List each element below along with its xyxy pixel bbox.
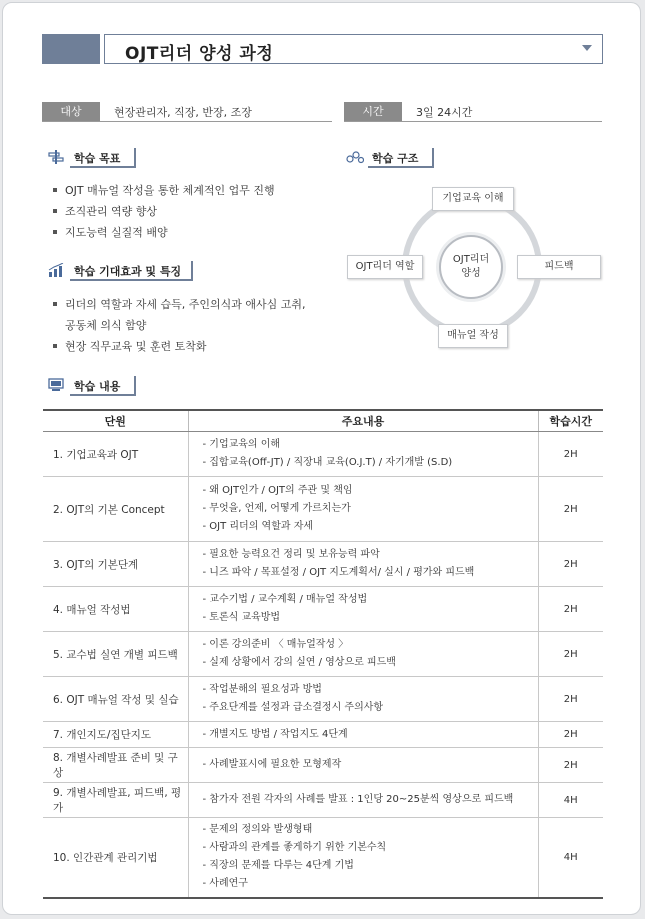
time-underline — [344, 121, 602, 122]
hours-cell: 2H — [538, 632, 603, 677]
structure-heading-edge — [432, 148, 434, 168]
page-title: OJT리더 양성 과정 — [125, 44, 274, 64]
title-box — [104, 34, 603, 64]
title-bar — [42, 34, 602, 64]
goals-heading-edge — [134, 148, 136, 168]
details-cell: - 문제의 정의와 발생형태 - 사람과의 관계를 좋게하기 위한 기본수칙 - 직장의 문제를 다루는 4단계 기법 - 사례연구 — [188, 818, 538, 898]
hours-cell: 2H — [538, 748, 603, 783]
content-section-heading — [48, 376, 136, 396]
table-row — [43, 542, 603, 587]
col-header-content: 주요내용 — [188, 410, 538, 432]
details-cell: - 왜 OJT인가 / OJT의 주관 및 책임 - 무엇을, 언제, 어떻게 가르치는가 - OJT 리더의 역할과 자세 — [188, 477, 538, 542]
node-top: 기업교육 이해 — [432, 187, 514, 211]
unit-cell: 1. 기업교육과 OJT — [43, 432, 188, 477]
col-header-unit: 단원 — [43, 410, 188, 432]
effects-list — [51, 294, 306, 357]
details-cell: - 작업분해의 필요성과 방법 - 주요단계를 설정과 급소결정시 주의사항 — [188, 677, 538, 722]
hours-cell: 2H — [538, 432, 603, 477]
course-page — [2, 2, 641, 915]
list-item: 지도능력 실질적 배양 — [51, 222, 275, 243]
details-cell: - 사례발표시에 필요한 모형제작 — [188, 748, 538, 783]
time-value: 3일 24시간 — [416, 106, 473, 119]
details-cell: - 기업교육의 이해 - 집합교육(Off-JT) / 직장내 교육(O.J.T) / 자기개발 (S.D) — [188, 432, 538, 477]
content-heading-edge — [134, 376, 136, 396]
unit-cell: 6. OJT 매뉴얼 작성 및 실습 — [43, 677, 188, 722]
hours-cell: 4H — [538, 818, 603, 898]
effects-heading-underline — [70, 279, 191, 281]
unit-cell: 4. 매뉴얼 작성법 — [43, 587, 188, 632]
target-underline — [42, 121, 332, 122]
bar-chart-icon — [48, 263, 66, 277]
hours-cell: 2H — [538, 542, 603, 587]
node-bottom: 매뉴얼 작성 — [438, 324, 508, 348]
table-row — [43, 783, 603, 818]
table-row — [43, 632, 603, 677]
content-heading-underline — [70, 394, 134, 396]
table-row — [43, 677, 603, 722]
col-header-hours: 학습시간 — [538, 410, 603, 432]
list-item: 리더의 역할과 자세 습득, 주인의식과 애사심 고취, 공동체 의식 함양 — [51, 294, 306, 336]
table-header-row — [43, 410, 603, 432]
structure-heading-underline — [368, 166, 432, 168]
unit-cell: 10. 인간관계 관리기법 — [43, 818, 188, 898]
unit-cell: 2. OJT의 기본 Concept — [43, 477, 188, 542]
goals-heading: 학습 목표 — [74, 152, 121, 165]
list-item: 현장 직무교육 및 훈련 토착화 — [51, 336, 306, 357]
cycle-icon — [346, 150, 364, 164]
unit-cell: 3. OJT의 기본단계 — [43, 542, 188, 587]
goals-heading-underline — [70, 166, 134, 168]
content-heading: 학습 내용 — [74, 380, 121, 393]
table-row — [43, 722, 603, 748]
structure-section-heading — [346, 148, 434, 168]
details-cell: - 참가자 전원 각자의 사례를 발표 : 1인당 20~25분씩 영상으로 피드백 — [188, 783, 538, 818]
table-row — [43, 432, 603, 477]
center-node: OJT리더 양성 — [439, 235, 503, 299]
hours-cell: 4H — [538, 783, 603, 818]
table-row — [43, 477, 603, 542]
target-row — [42, 102, 332, 122]
goals-section-heading — [48, 148, 136, 168]
unit-cell: 5. 교수법 실연 개별 피드백 — [43, 632, 188, 677]
details-cell: - 이론 강의준비 〈 매뉴얼작성 〉 - 실제 상황에서 강의 실연 / 영상으로 피드백 — [188, 632, 538, 677]
time-row — [344, 102, 602, 122]
list-item: OJT 매뉴얼 작성을 통한 체계적인 업무 진행 — [51, 180, 275, 201]
effects-section-heading — [48, 261, 193, 281]
curriculum-table — [43, 409, 603, 899]
signpost-icon — [48, 150, 66, 164]
time-label: 시간 — [344, 102, 402, 122]
target-value: 현장관리자, 직장, 반장, 조장 — [114, 106, 252, 119]
table-row — [43, 818, 603, 898]
goals-list — [51, 180, 275, 243]
hours-cell: 2H — [538, 677, 603, 722]
title-accent-block — [42, 34, 100, 64]
hours-cell: 2H — [538, 722, 603, 748]
table-row — [43, 587, 603, 632]
chevron-down-icon — [582, 45, 592, 51]
unit-cell: 9. 개별사례발표, 피드백, 평가 — [43, 783, 188, 818]
node-right: 피드백 — [517, 255, 601, 279]
structure-heading: 학습 구조 — [372, 152, 419, 165]
hours-cell: 2H — [538, 587, 603, 632]
monitor-icon — [48, 378, 66, 392]
hours-cell: 2H — [538, 477, 603, 542]
details-cell: - 교수기법 / 교수계획 / 매뉴얼 작성법 - 토론식 교육방법 — [188, 587, 538, 632]
effects-heading: 학습 기대효과 및 특징 — [74, 265, 182, 278]
details-cell: - 필요한 능력요건 정리 및 보유능력 파악 - 니즈 파악 / 목표설정 / OJT 지도계획서/ 실시 / 평가와 피드백 — [188, 542, 538, 587]
unit-cell: 8. 개별사례발표 준비 및 구상 — [43, 748, 188, 783]
list-item: 조직관리 역량 향상 — [51, 201, 275, 222]
table-row — [43, 748, 603, 783]
target-label: 대상 — [42, 102, 100, 122]
details-cell: - 개별지도 방법 / 작업지도 4단계 — [188, 722, 538, 748]
unit-cell: 7. 개인지도/집단지도 — [43, 722, 188, 748]
learning-structure-diagram — [341, 173, 611, 363]
node-left: OJT리더 역할 — [347, 255, 423, 279]
effects-heading-edge — [191, 261, 193, 281]
